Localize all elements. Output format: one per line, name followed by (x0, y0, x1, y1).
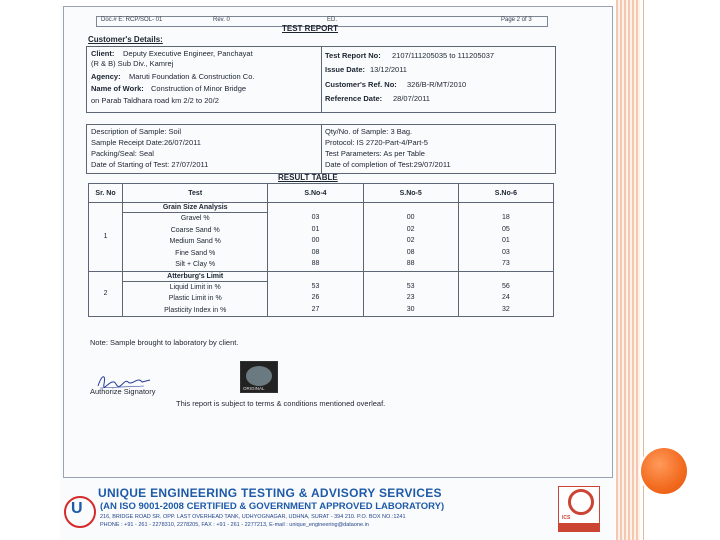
scanned-document (60, 6, 615, 540)
result-table-title: RESULT TABLE (278, 173, 338, 182)
issue-date-label: Issue Date: (325, 65, 366, 74)
company-logo: U (64, 486, 94, 528)
col-sr: Sr. No (89, 184, 123, 203)
agency-label: Agency: (91, 72, 121, 81)
reference-date-label: Reference Date: (325, 94, 383, 103)
section-title: Atterburg's Limit (123, 271, 268, 281)
completion-date: Date of completion of Test:29/07/2011 (325, 160, 451, 169)
revision: Rev. 0 (213, 17, 230, 23)
table-row (89, 271, 554, 281)
orange-dot-ornament (641, 448, 687, 494)
test-parameters: Test Parameters: As per Table (325, 149, 425, 158)
sample-details-box (86, 124, 556, 174)
sample-description: Description of Sample: Soil (91, 127, 182, 136)
col-sample-5: S.No-5 (363, 184, 458, 203)
company-contact: PHONE : +91 - 261 - 2278310, 2278205, FAX : +91 - 261 - 2277213, E-mail : unique_engineering@dataone.in (100, 522, 369, 528)
test-name: Liquid Limit in % (123, 281, 268, 293)
letterhead-footer (60, 480, 615, 540)
table-row (89, 203, 554, 213)
sample-6-grain: 18 05 01 03 73 (458, 203, 553, 272)
test-name: Silt + Clay % (123, 259, 268, 271)
sr-cell: 2 (89, 271, 123, 317)
page-number: Page 2 of 3 (501, 17, 532, 23)
test-name: Gravel % (123, 213, 268, 225)
report-no: 2107/111205035 to 111205037 (392, 51, 495, 60)
customer-ref: 326/B-R/MT/2010 (407, 80, 467, 89)
customer-ref-label: Customer's Ref. No: (325, 80, 397, 89)
report-no-label: Test Report No: (325, 51, 381, 60)
col-test: Test (123, 184, 268, 203)
col-sample-6: S.No-6 (458, 184, 553, 203)
client-label: Client: (91, 49, 115, 58)
agency-value: Maruti Foundation & Construction Co. (129, 72, 255, 81)
company-name: UNIQUE ENGINEERING TESTING & ADVISORY SERVICES (98, 486, 442, 500)
sample-5-grain: 00 02 02 08 88 (363, 203, 458, 272)
work-line-2: on Parab Taldhara road km 2/2 to 20/2 (91, 96, 219, 105)
company-certification: (AN ISO 9001-2008 CERTIFIED & GOVERNMENT APPROVED LABORATORY) (100, 501, 445, 512)
issue-date: 13/12/2011 (370, 65, 407, 74)
col-sample-4: S.No-4 (268, 184, 363, 203)
packing-seal: Packing/Seal: Seal (91, 149, 154, 158)
sample-6-atterberg: 56 24 32 (458, 271, 553, 317)
terms-note: This report is subject to terms & conditions mentioned overleaf. (176, 399, 386, 408)
table-header-row (89, 184, 554, 203)
test-name: Fine Sand % (123, 248, 268, 260)
sr-cell: 1 (89, 203, 123, 272)
sample-5-atterberg: 53 23 30 (363, 271, 458, 317)
customer-details-label: Customer's Details: (88, 35, 163, 44)
client-line-1: Deputy Executive Engineer, Panchayat (123, 49, 253, 58)
test-name: Coarse Sand % (123, 225, 268, 237)
decorative-stripe (616, 0, 640, 540)
client-line-2: (R & B) Sub Div., Kamrej (91, 59, 174, 68)
test-name: Medium Sand % (123, 236, 268, 248)
start-date: Date of Starting of Test: 27/07/2011 (91, 160, 209, 169)
edition: ED. (327, 17, 338, 23)
result-table (88, 183, 554, 317)
doc-number: Doc.# E: RCP/SOL- 01 (101, 17, 163, 23)
authorized-signatory-label: Authorize Signatory (90, 387, 156, 396)
work-label: Name of Work: (91, 84, 144, 93)
test-name: Plasticity Index in % (123, 305, 268, 317)
company-address: 216, BRIDGE ROAD SR. OPP. LAST OVERHEAD TANK, UDHYOGNAGAR, UDHNA, SURAT - 394 210. P.O. BOX NO.:1241 (100, 514, 406, 520)
certification-logo: ICS (558, 486, 600, 532)
protocol: Protocol: IS 2720-Part-4/Part-5 (325, 138, 428, 147)
section-title: Grain Size Analysis (123, 203, 268, 213)
sample-4-grain: 03 01 00 08 88 (268, 203, 363, 272)
sample-qty: Qty/No. of Sample: 3 Bag. (325, 127, 413, 136)
note-text: Note: Sample brought to laboratory by client. (90, 338, 239, 347)
sample-receipt: Sample Receipt Date:26/07/2011 (91, 138, 201, 147)
sample-4-atterberg: 53 26 27 (268, 271, 363, 317)
reference-date: 28/07/2011 (393, 94, 430, 103)
test-name: Plastic Limit in % (123, 293, 268, 305)
customer-report-box (86, 46, 556, 113)
laboratory-seal-stamp: ORIGINAL (240, 361, 278, 393)
document-title: TEST REPORT (282, 24, 339, 33)
work-line-1: Construction of Minor Bridge (151, 84, 247, 93)
